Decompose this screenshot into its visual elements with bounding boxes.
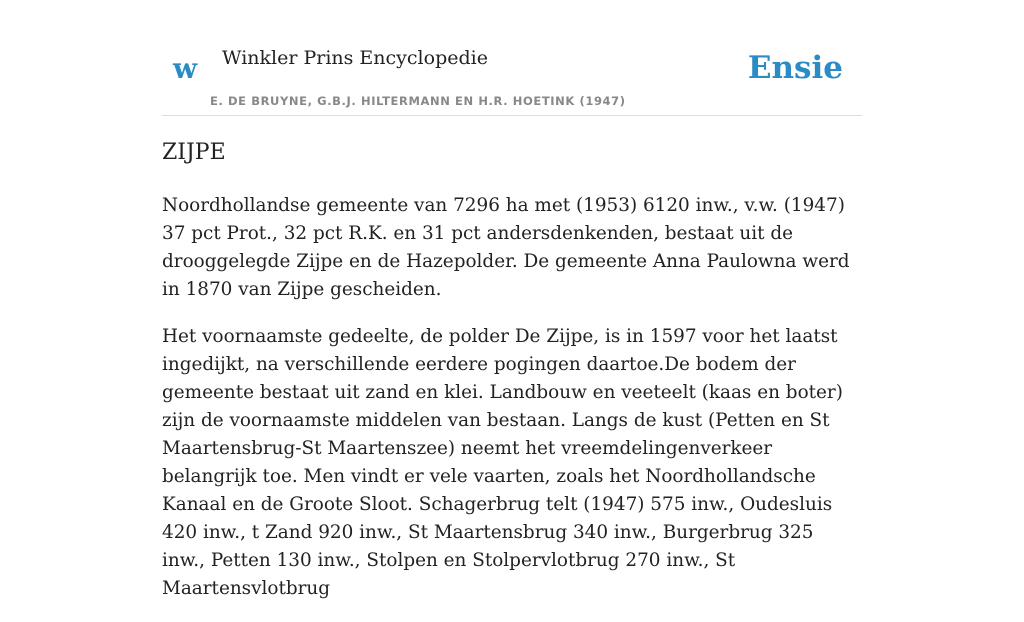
page-header <box>162 40 862 116</box>
winkler-prins-logo-icon[interactable]: w <box>173 52 198 85</box>
authors-line: E. DE BRUYNE, G.B.J. HILTERMANN EN H.R. HOETINK (1947) <box>210 94 626 108</box>
site-title[interactable]: Winkler Prins Encyclopedie <box>222 47 488 69</box>
article-body <box>162 192 862 622</box>
ensie-brand-logo[interactable]: Ensie <box>747 50 843 86</box>
article-title: ZIJPE <box>162 140 226 165</box>
article-paragraph: Het voornaamste gedeelte, de polder De Zijpe, is in 1597 voor het laatst ingedijkt, na verschillende eerdere pogingen daartoe.De bodem der gemeente bestaat uit zand en klei. Landbouw en veeteelt (kaas en boter) zijn de voornaamste middelen van bestaan. Langs de kust (Petten en St Maartensbrug-St Maartenszee) neemt het vreemdelingenverkeer belangrijk toe. Men vindt er vele vaarten, zoals het Noordhollandsche Kanaal en de Groote Sloot. Schagerbrug telt (1947) 575 inw., Oudesluis 420 inw., t Zand 920 inw., St Maartensbrug 340 inw., Burgerbrug 325 inw., Petten 130 inw., Stolpen en Stolpervlotbrug 270 inw., St Maartensvlotbrug <box>162 326 843 599</box>
article-paragraph: Noordhollandse gemeente van 7296 ha met (1953) 6120 inw., v.w. (1947) 37 pct Prot., 32 pct R.K. en 31 pct andersdenkenden, bestaat uit de drooggelegde Zijpe en de Hazepolder. De gemeente Anna Paulowna werd in 1870 van Zijpe gescheiden. <box>162 195 850 300</box>
